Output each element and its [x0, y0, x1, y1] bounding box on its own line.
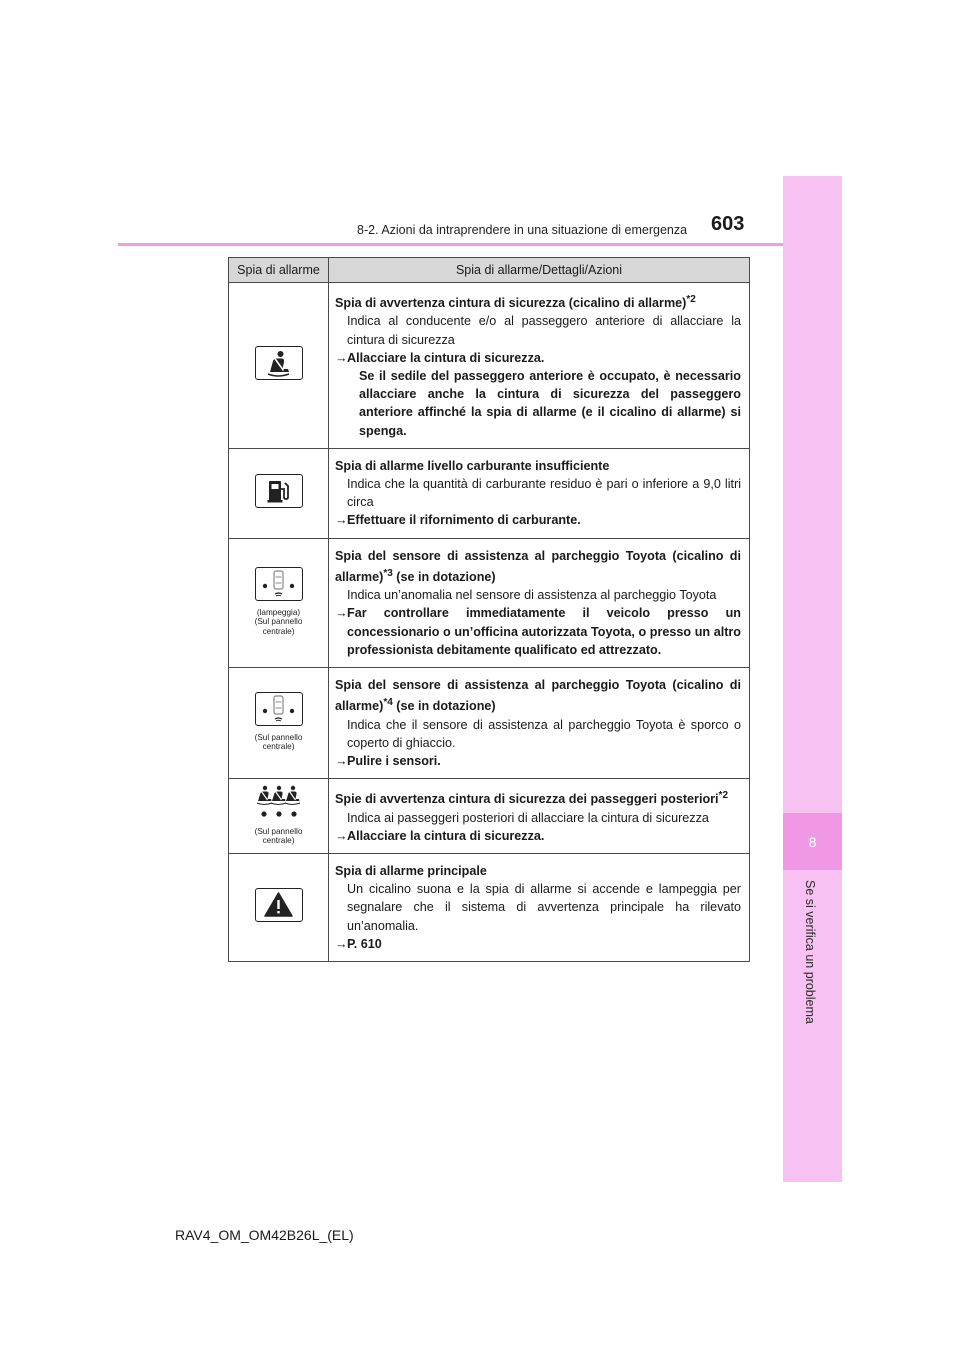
- icon-caption: [255, 608, 303, 637]
- arrow-icon: →: [335, 350, 348, 365]
- parking-sensor-dirty-icon: [255, 692, 303, 726]
- warning-title: [335, 291, 741, 312]
- warning-action-text: Pulire i sensori.: [347, 754, 441, 769]
- warning-description: Indica che la quantità di carburante residuo è pari o inferiore a 9,0 litri circa: [347, 477, 741, 510]
- warning-title: [335, 547, 741, 587]
- parking-sensor-icon: [255, 567, 303, 601]
- icon-cell: [229, 668, 329, 779]
- details-cell: [329, 283, 750, 449]
- page-reference-link[interactable]: [335, 935, 741, 953]
- icon-caption: [255, 733, 303, 752]
- warning-description: Indica ai passeggeri posteriori di allacciare la cintura di sicurezza: [347, 810, 709, 825]
- header-rule: [118, 243, 783, 246]
- warning-title-text: Spia del sensore di assistenza al parcheggio Toyota (cicalino di allarme): [335, 678, 741, 714]
- details-cell: [329, 538, 750, 667]
- caption-line: (Sul pannello: [254, 732, 303, 742]
- warning-description: Indica al conducente e/o al passeggero anteriore di allacciare la cintura di sicurezza: [347, 314, 741, 347]
- rear-seatbelt-warning-icon: [254, 784, 304, 825]
- section-title: 8-2. Azioni da intraprendere in una situazione di emergenza: [357, 223, 688, 237]
- warning-note: Se il sedile del passeggero anteriore è occupato, è necessario allacciare anche la cintura di sicurezza del passeggero anteriore affinché la spia di allarme (e il cicalino di allarme) si spenga.: [359, 369, 741, 438]
- footnote-ref: *2: [718, 790, 728, 802]
- column-header-light: Spia di allarme: [229, 258, 329, 283]
- warning-action-text: Allacciare la cintura di sicurezza.: [347, 350, 545, 365]
- warning-title-suffix: (se in dotazione): [392, 570, 496, 585]
- caption-line: (Sul pannello: [254, 617, 303, 627]
- arrow-icon: →: [335, 936, 348, 951]
- caption-line: centrale): [262, 626, 295, 636]
- warning-title-text: Spie di avvertenza cintura di sicurezza dei passeggeri posteriori: [335, 792, 719, 807]
- table-row: [229, 668, 750, 779]
- warning-title-text: Spia di avvertenza cintura di sicurezza (cicalino di allarme): [335, 296, 687, 311]
- warning-action-text: Far controllare immediatamente il veicolo presso un concessionario o un’officina autorizzata Toyota, o presso un altro professionista debitamente qualificato ed attrezzato.: [347, 606, 741, 657]
- caption-line: (Sul pannello: [254, 826, 303, 836]
- page-number: 603: [711, 213, 745, 235]
- caption-line: centrale): [262, 742, 295, 752]
- warning-action: [335, 604, 741, 659]
- warning-description: Un cicalino suona e la spia di allarme si accende e lampeggia per segnalare che il sistema di avvertenza principale ha rilevato un’anomalia.: [347, 882, 741, 933]
- seatbelt-warning-icon: [255, 346, 303, 380]
- warning-action: [335, 752, 741, 770]
- master-warning-icon: [255, 888, 303, 922]
- arrow-icon: →: [335, 513, 348, 528]
- warning-title-text: Spia di allarme livello carburante insufficiente: [335, 458, 610, 473]
- warning-title: [335, 862, 741, 880]
- warning-action: [335, 511, 741, 529]
- table-row: [229, 854, 750, 962]
- warning-title: [335, 676, 741, 716]
- icon-cell: [229, 538, 329, 667]
- warning-action-text: Allacciare la cintura di sicurezza.: [347, 828, 545, 843]
- warning-title-suffix: (se in dotazione): [392, 699, 496, 714]
- footnote-ref: *3: [383, 567, 393, 579]
- arrow-icon: →: [335, 828, 348, 843]
- icon-caption: [254, 827, 304, 846]
- caption-line: (lampeggia): [256, 607, 301, 617]
- chapter-title-text: Se si verifica un problema: [803, 880, 817, 1024]
- table-row: [229, 779, 750, 854]
- details-cell: [329, 668, 750, 779]
- chapter-number: 8: [783, 813, 842, 870]
- icon-cell: [229, 779, 329, 854]
- warning-action-text: Effettuare il rifornimento di carburante.: [347, 513, 581, 528]
- arrow-icon: →: [335, 754, 348, 769]
- warning-title: [335, 787, 741, 808]
- table-row: [229, 448, 750, 538]
- warning-action: [335, 349, 741, 367]
- warning-lights-table: [228, 257, 750, 962]
- arrow-icon: →: [335, 606, 348, 621]
- footnote-ref: *4: [383, 697, 393, 709]
- caption-line: centrale): [262, 836, 295, 846]
- icon-cell: [229, 283, 329, 449]
- warning-action: [335, 827, 741, 845]
- warning-title: [335, 457, 741, 475]
- chapter-title: [798, 880, 822, 1120]
- table-header-row: [229, 258, 750, 283]
- table-row: [229, 538, 750, 667]
- warning-title-text: Spia del sensore di assistenza al parcheggio Toyota (cicalino di allarme): [335, 548, 741, 585]
- footnote-ref: *2: [686, 294, 696, 305]
- icon-cell: [229, 448, 329, 538]
- page-reference-text: P. 610: [347, 936, 382, 951]
- icon-cell: [229, 854, 329, 962]
- warning-title-text: Spia di allarme principale: [335, 864, 487, 879]
- warning-description: Indica che il sensore di assistenza al parcheggio Toyota è sporco o coperto di ghiaccio.: [347, 717, 741, 750]
- fuel-pump-icon: [255, 474, 303, 508]
- table-row: [229, 283, 750, 449]
- details-cell: [329, 779, 750, 854]
- column-header-details: Spia di allarme/Dettagli/Azioni: [329, 258, 750, 283]
- document-code: RAV4_OM_OM42B26L_(EL): [175, 1227, 354, 1243]
- details-cell: [329, 448, 750, 538]
- details-cell: [329, 854, 750, 962]
- warning-description: Indica un’anomalia nel sensore di assistenza al parcheggio Toyota: [347, 588, 717, 603]
